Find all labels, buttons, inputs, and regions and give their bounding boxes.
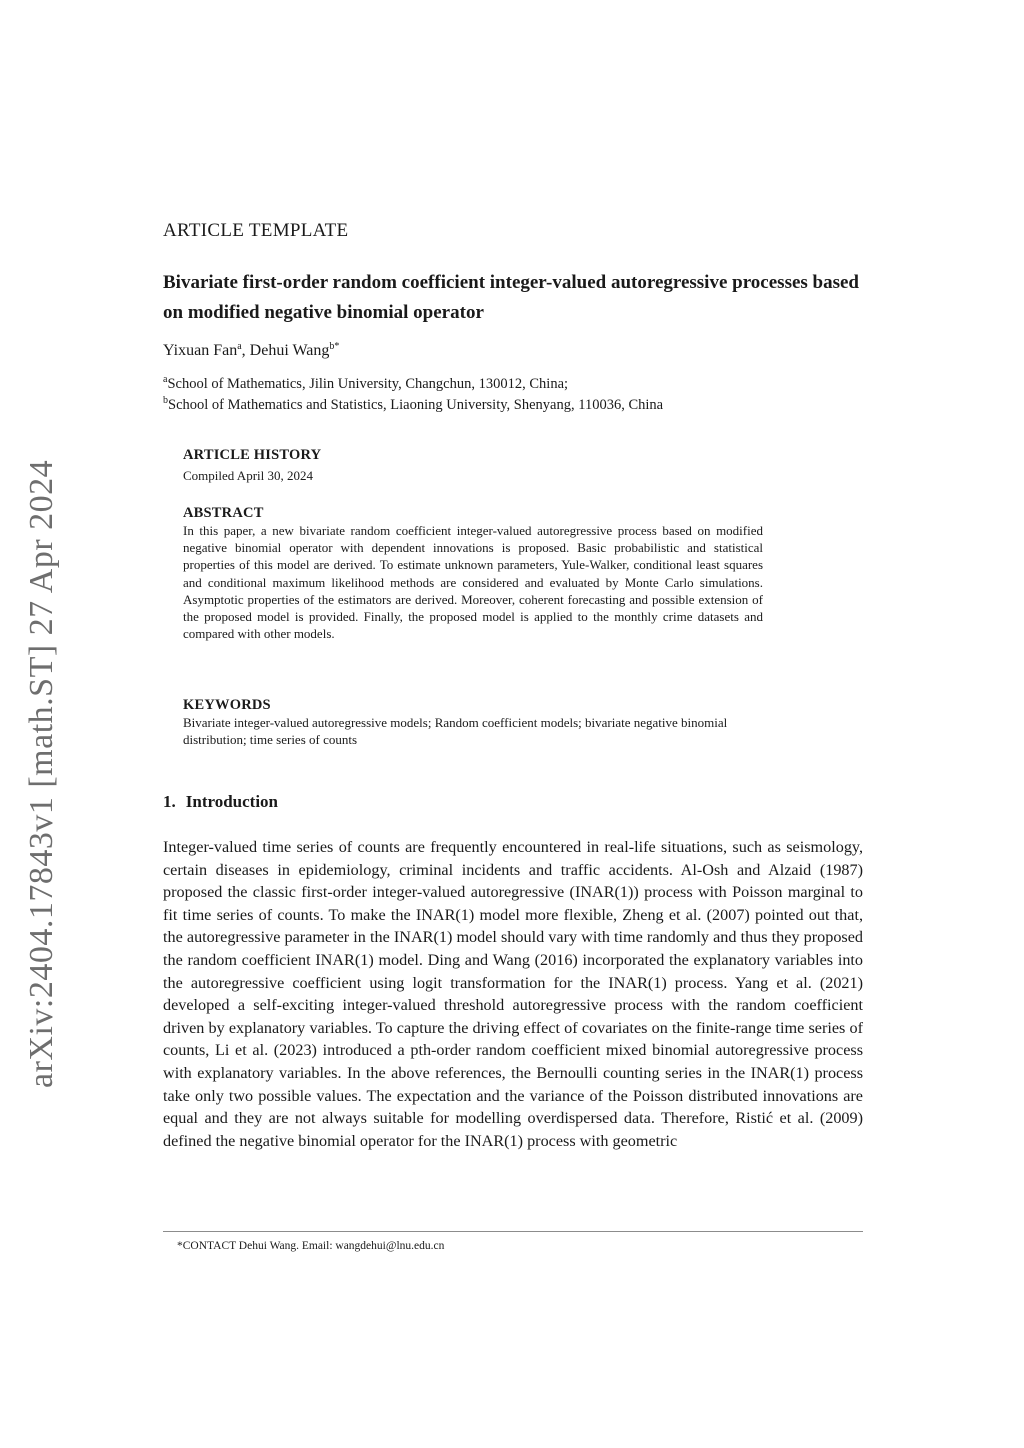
keywords-heading: KEYWORDS	[183, 697, 271, 713]
affiliation-text: School of Mathematics and Statistics, Liaoning University, Shenyang, 110036, China	[168, 397, 664, 413]
abstract-text: In this paper, a new bivariate random coefficient integer-valued autoregressive process based on modified negative binomial operator with dependent innovations is proposed. Basic probabilistic and statistical properties of this model are derived. To estimate unknown parameters, Yule-Walker, conditional least squares and conditional maximum likelihood methods are considered and evaluated by Monte Carlo simulations. Asymptotic properties of the estimators are derived. Moreover, coherent forecasting and possible extension of the proposed model is provided. Finally, the proposed model is applied to the monthly crime datasets and compared with other models.	[183, 523, 763, 642]
introduction-paragraph: Integer-valued time series of counts are frequently encountered in real-life situations, such as seismology, certain diseases in epidemiology, criminal incidents and traffic accidents. Al-Osh and Alzaid (1987) proposed the classic first-order integer-valued autoregressive (INAR(1)) process with Poisson marginal to fit time series of counts. To make the INAR(1) model more flexible, Zheng et al. (2007) pointed out that, the autoregressive parameter in the INAR(1) model should vary with time randomly and thus they proposed the random coefficient INAR(1) model. Ding and Wang (2016) incorporated the explanatory variables into the autoregressive coefficient using logit transformation for the INAR(1) process. Yang et al. (2021) developed a self-exciting integer-valued threshold autoregressive process with the random coefficient driven by explanatory variables. To capture the driving effect of covariates on the finite-range time series of counts, Li et al. (2023) introduced a pth-order random coefficient mixed binomial autoregressive process with explanatory variables. In the above references, the Bernoulli counting series in the INAR(1) process take only two possible values. The expectation and the variance of the Poisson distributed innovations are equal and they are not always suitable for modelling overdispersed data. Therefore, Ristić et al. (2009) defined the negative binomial operator for the INAR(1) process with geometric	[163, 838, 863, 1150]
arxiv-identifier: arXiv:2404.17843v1 [math.ST] 27 Apr 2024	[23, 459, 60, 1088]
author-name: Yixuan Fan	[163, 342, 238, 359]
keywords-text: Bivariate integer-valued autoregressive models; Random coefficient models; bivariate negative binomial distribution; time series of counts	[183, 715, 728, 748]
author-separator: ,	[241, 342, 250, 359]
compiled-date: Compiled April 30, 2024	[183, 468, 313, 483]
paper-title: Bivariate first-order random coefficient integer-valued autoregressive processes based on modified negative binomial operator	[163, 272, 859, 323]
abstract-heading: ABSTRACT	[183, 505, 264, 521]
affiliation	[163, 397, 663, 414]
affiliation-mark: b	[163, 395, 168, 406]
author-name: Dehui Wang	[249, 342, 330, 359]
section-number: 1.	[163, 792, 176, 811]
arxiv-side-stamp	[14, 432, 70, 1088]
footnote: *CONTACT Dehui Wang. Email: wangdehui@lnu.edu.cn	[177, 1240, 445, 1252]
section-heading	[163, 792, 278, 812]
affiliation	[163, 376, 568, 393]
author-affil-mark: a	[237, 341, 242, 352]
abstract	[183, 505, 763, 642]
affiliation-mark: a	[163, 374, 168, 385]
section-title: Introduction	[185, 792, 279, 811]
article-history	[183, 447, 763, 484]
keywords	[183, 697, 763, 748]
article-template-label: ARTICLE TEMPLATE	[163, 220, 349, 241]
article-history-heading: ARTICLE HISTORY	[183, 447, 322, 463]
author-line	[163, 342, 339, 360]
author-affil-mark: b*	[329, 341, 340, 352]
footnote-rule	[163, 1231, 863, 1232]
affiliation-text: School of Mathematics, Jilin University, Changchun, 130012, China;	[167, 376, 569, 392]
